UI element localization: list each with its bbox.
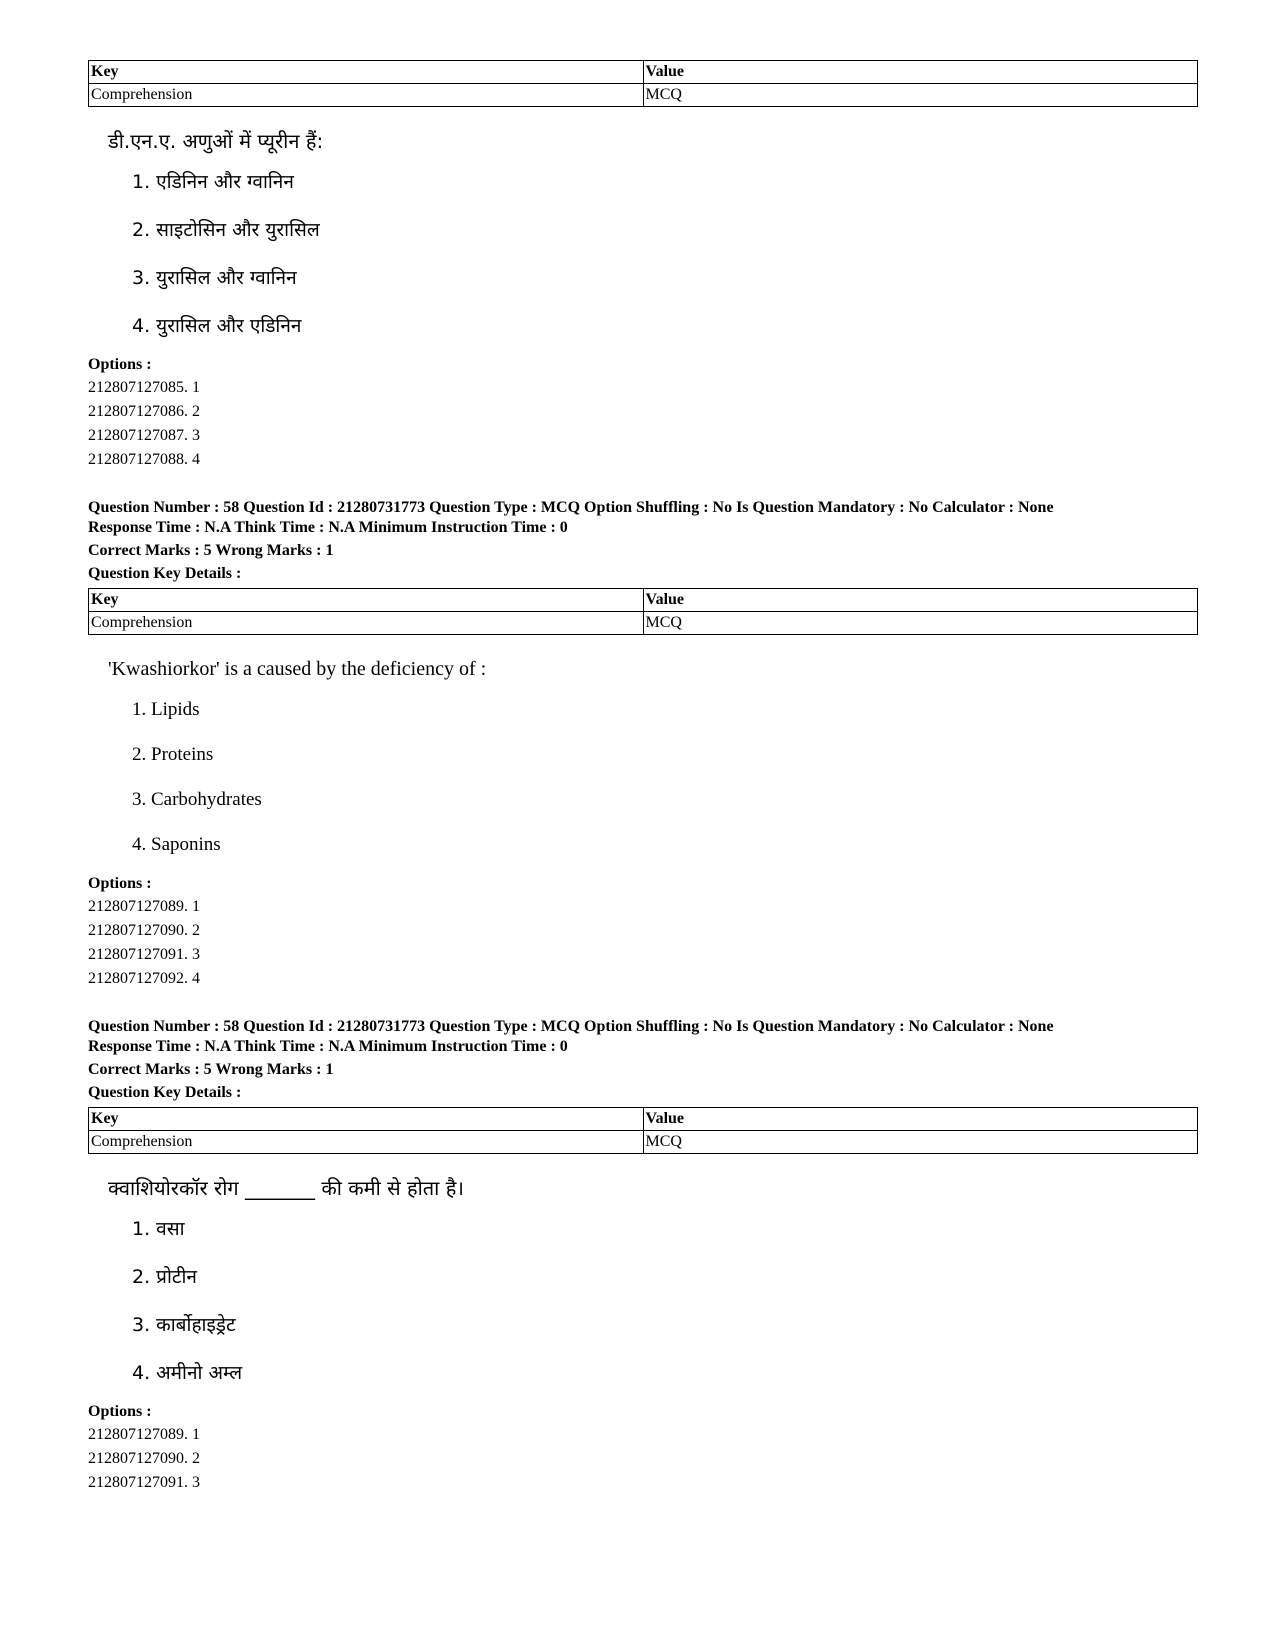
option-line: 212807127085. 1: [88, 379, 200, 396]
key-header: Key: [89, 61, 644, 84]
question-key-table: [88, 60, 1198, 107]
choice-2: 2. प्रोटीन: [132, 1266, 197, 1288]
marks-line: Correct Marks : 5 Wrong Marks : 1: [88, 1061, 334, 1078]
choice-3: 3. युरासिल और ग्वानिन: [132, 267, 297, 289]
choice-4: 4. अमीनो अम्ल: [132, 1362, 243, 1384]
option-line: 212807127086. 2: [88, 403, 200, 420]
document-page: [88, 60, 1198, 1495]
choice-3: 3. कार्बोहाइड्रेट: [132, 1314, 236, 1336]
key-cell: Comprehension: [89, 612, 644, 635]
question-key-table: [88, 1107, 1198, 1154]
value-header: Value: [643, 61, 1198, 84]
value-cell: MCQ: [643, 612, 1198, 635]
choice-1: 1. वसा: [132, 1218, 185, 1240]
question-block-2: [88, 498, 1198, 991]
option-line: 212807127088. 4: [88, 451, 200, 468]
key-details-title: Question Key Details :: [88, 1084, 242, 1101]
response-time-line: Response Time : N.A Think Time : N.A Minimum Instruction Time : 0: [88, 1038, 568, 1055]
question-text: डी.एन.ए. अणुओं में प्यूरीन हैं:: [108, 129, 324, 153]
key-header: Key: [89, 1108, 644, 1131]
options-title: Options :: [88, 875, 152, 892]
options-title: Options :: [88, 1403, 152, 1420]
option-line: 212807127089. 1: [88, 1426, 200, 1443]
question-block-1: [88, 60, 1198, 472]
choice-4: 4. Saponins: [132, 834, 221, 855]
key-cell: Comprehension: [89, 1131, 644, 1154]
response-time-line: Response Time : N.A Think Time : N.A Minimum Instruction Time : 0: [88, 519, 568, 536]
value-cell: MCQ: [643, 84, 1198, 107]
option-line: 212807127087. 3: [88, 427, 200, 444]
table-row: [89, 612, 1198, 635]
question-block-3: [88, 1017, 1198, 1495]
choice-3: 3. Carbohydrates: [132, 789, 262, 810]
marks-line: Correct Marks : 5 Wrong Marks : 1: [88, 542, 334, 559]
question-meta-line: Question Number : 58 Question Id : 21280731773 Question Type : MCQ Option Shuffling : No Is Question Mandatory : No Calculator : None: [88, 1018, 1054, 1035]
option-line: 212807127089. 1: [88, 898, 200, 915]
choice-2: 2. Proteins: [132, 744, 214, 765]
option-line: 212807127091. 3: [88, 946, 200, 963]
options-title: Options :: [88, 356, 152, 373]
option-line: 212807127090. 2: [88, 1450, 200, 1467]
question-body: [108, 127, 1198, 339]
question-body: [108, 655, 1198, 858]
table-row: [89, 1131, 1198, 1154]
option-line: 212807127091. 3: [88, 1474, 200, 1491]
key-header: Key: [89, 589, 644, 612]
question-meta-line: Question Number : 58 Question Id : 21280731773 Question Type : MCQ Option Shuffling : No Is Question Mandatory : No Calculator : None: [88, 499, 1054, 516]
table-header-row: [89, 61, 1198, 84]
key-cell: Comprehension: [89, 84, 644, 107]
choice-4: 4. युरासिल और एडिनिन: [132, 315, 302, 337]
value-header: Value: [643, 1108, 1198, 1131]
table-row: [89, 84, 1198, 107]
option-line: 212807127092. 4: [88, 970, 200, 987]
value-cell: MCQ: [643, 1131, 1198, 1154]
table-header-row: [89, 589, 1198, 612]
choice-1: 1. एडिनिन और ग्वानिन: [132, 171, 294, 193]
question-key-table: [88, 588, 1198, 635]
key-details-title: Question Key Details :: [88, 565, 242, 582]
question-text: 'Kwashiorkor' is a caused by the deficiency of :: [108, 658, 487, 680]
table-header-row: [89, 1108, 1198, 1131]
question-text: क्वाशियोरकॉर रोग _______ की कमी से होता है।: [108, 1176, 464, 1200]
value-header: Value: [643, 589, 1198, 612]
choice-1: 1. Lipids: [132, 699, 200, 720]
option-line: 212807127090. 2: [88, 922, 200, 939]
choice-2: 2. साइटोसिन और युरासिल: [132, 219, 320, 241]
question-body: [108, 1174, 1198, 1386]
